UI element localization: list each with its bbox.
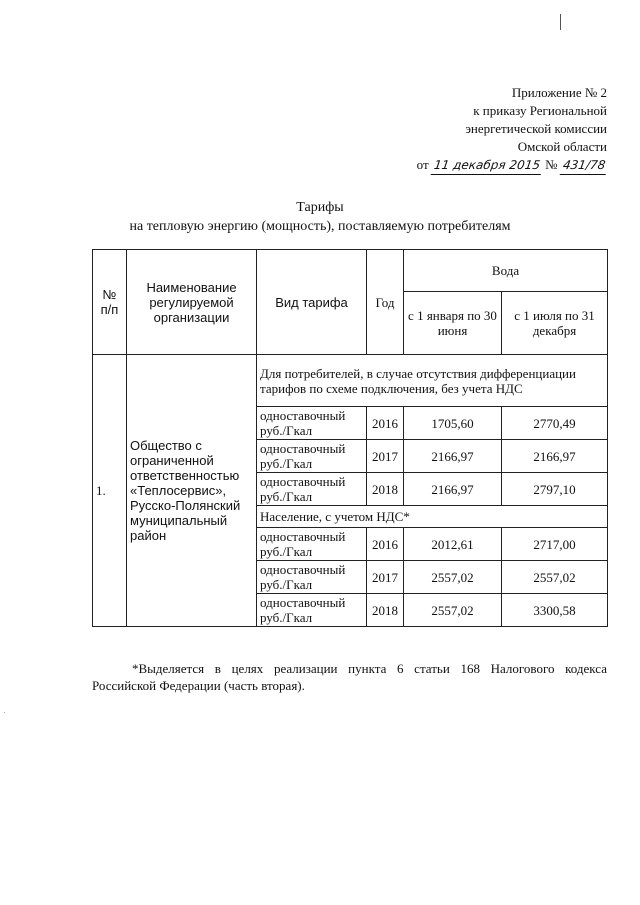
value-period-1: 2557,02	[404, 594, 502, 627]
appendix-block	[417, 84, 607, 175]
value-period-1: 2166,97	[404, 473, 502, 506]
header-year: Год	[367, 250, 404, 355]
year-cell: 2018	[367, 473, 404, 506]
footnote: *Выделяется в целях реализации пункта 6 статьи 168 Налогового кодекса Российской Федерации (часть вторая).	[92, 661, 607, 693]
value-period-2: 2166,97	[502, 440, 608, 473]
tariff-table	[92, 249, 608, 627]
tariff-type-cell: одноставочный руб./Гкал	[257, 594, 367, 627]
handwritten-number: 431/78	[559, 156, 608, 175]
tariff-type-cell: одноставочный руб./Гкал	[257, 473, 367, 506]
value-period-2: 2797,10	[502, 473, 608, 506]
appendix-line-4: Омской области	[517, 139, 607, 154]
tariff-type-cell: одноставочный руб./Гкал	[257, 528, 367, 561]
row-number: 1.	[93, 355, 127, 627]
value-period-1: 2557,02	[404, 561, 502, 594]
title-line-2: на тепловую энергию (мощность), поставляемую потребителям	[129, 219, 511, 234]
header-water: Вода	[404, 250, 608, 292]
scan-speck	[4, 712, 5, 713]
header-period-1: с 1 января по 30 июня	[404, 292, 502, 355]
year-cell: 2018	[367, 594, 404, 627]
header-num: № п/п	[93, 250, 127, 355]
value-period-1: 2166,97	[404, 440, 502, 473]
year-cell: 2017	[367, 440, 404, 473]
organization-name: Общество с ограниченной ответственностью «Теплосервис», Русско-Полянский муниципальный район	[127, 355, 257, 627]
appendix-line-1: Приложение № 2	[511, 85, 607, 100]
from-word: от	[416, 157, 429, 172]
value-period-2: 2557,02	[502, 561, 608, 594]
tariff-type-cell: одноставочный руб./Гкал	[257, 561, 367, 594]
appendix-line-2: к приказу Региональной	[473, 103, 607, 118]
section-1-title: Для потребителей, в случае отсутствия дифференциации тарифов по схеме подключения, без учета НДС	[257, 355, 608, 407]
value-period-2: 3300,58	[502, 594, 608, 627]
order-date-number	[417, 156, 607, 175]
value-period-1: 1705,60	[404, 407, 502, 440]
title-line-1: Тарифы	[296, 200, 344, 215]
number-sign: №	[545, 157, 558, 172]
year-cell: 2017	[367, 561, 404, 594]
year-cell: 2016	[367, 528, 404, 561]
tariff-type-cell: одноставочный руб./Гкал	[257, 407, 367, 440]
tariff-type-cell: одноставочный руб./Гкал	[257, 440, 367, 473]
header-tariff-type: Вид тарифа	[257, 250, 367, 355]
value-period-2: 2770,49	[502, 407, 608, 440]
document-title	[0, 198, 640, 236]
appendix-line-3: энергетической комиссии	[465, 121, 607, 136]
value-period-2: 2717,00	[502, 528, 608, 561]
scan-mark	[560, 14, 561, 30]
year-cell: 2016	[367, 407, 404, 440]
handwritten-date: 11 декабря 2015	[431, 156, 544, 175]
value-period-1: 2012,61	[404, 528, 502, 561]
header-org: Наименование регулируемой организации	[127, 250, 257, 355]
header-period-2: с 1 июля по 31 декабря	[502, 292, 608, 355]
section-2-title: Население, с учетом НДС*	[257, 506, 608, 528]
